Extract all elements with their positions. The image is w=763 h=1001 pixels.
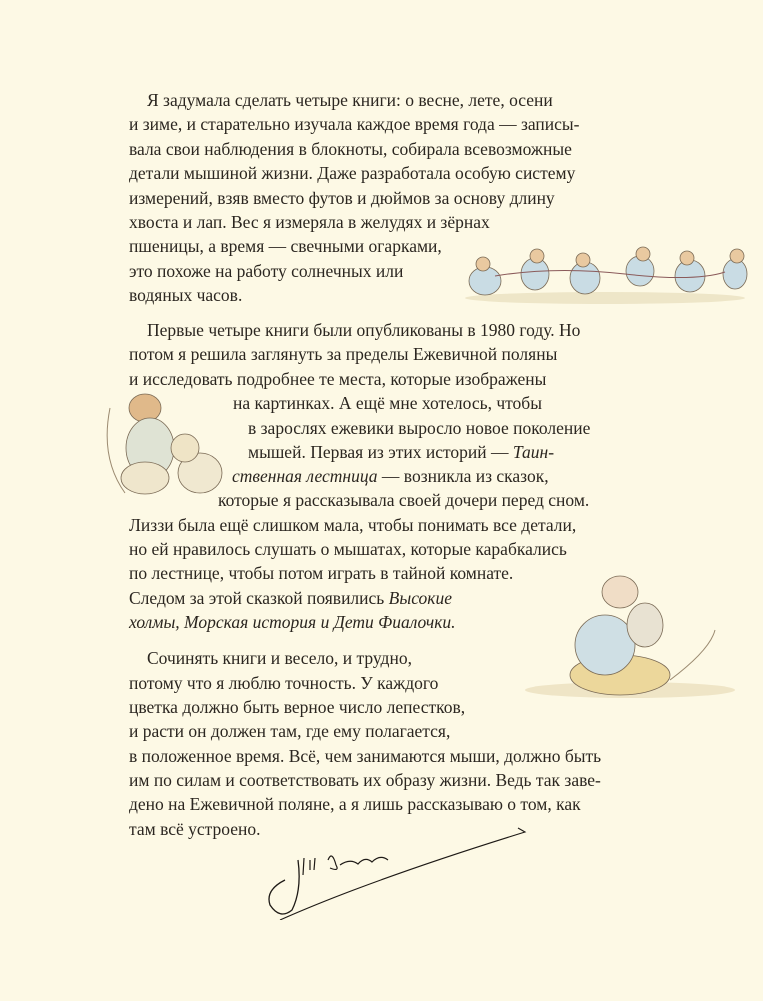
mice-hugging-illustration — [510, 570, 750, 705]
text-line: потому что я люблю точность. У каждого — [129, 673, 439, 693]
text-line: хвоста и лап. Вес я измеряла в желудях и зёрнах — [129, 212, 490, 232]
text-line: холмы, Морская история и Дети Фиалочки. — [129, 612, 456, 632]
text-line: в зарослях ежевики выросло новое поколение — [248, 418, 591, 438]
text-line: Я задумала сделать четыре книги: о весне, лете, осени — [147, 90, 553, 110]
text-line — [129, 586, 452, 610]
text-line: по лестнице, чтобы потом играть в тайной комнате. — [129, 563, 514, 583]
text-line: Сочинять книги и весело, и трудно, — [147, 648, 412, 668]
text-line: потом я решила заглянуть за пределы Ежевичной поляны — [129, 344, 558, 364]
text-line: и расти он должен там, где ему полагается, — [129, 721, 451, 741]
text-line: водяных часов. — [129, 285, 243, 305]
text-line: вала свои наблюдения в блокноты, собирала всевозможные — [129, 139, 572, 159]
text-line: Первые четыре книги были опубликованы в 1980 году. Но — [147, 320, 581, 340]
text-line: и зиме, и старательно изучала каждое время года — записы- — [129, 114, 580, 134]
text-line: измерений, взяв вместо футов и дюймов за основу длину — [129, 188, 555, 208]
text-line: Лиззи была ещё слишком мала, чтобы понимать все детали, — [129, 515, 577, 535]
text-line: там всё устроено. — [129, 819, 261, 839]
book-title: Высокие — [388, 588, 452, 608]
text-line: и исследовать подробнее те места, которые изображены — [129, 369, 547, 389]
text-span: Следом за этой сказкой появились — [129, 588, 389, 608]
text-line: им по силам и соответствовать их образу жизни. Ведь так заве- — [129, 770, 601, 790]
text-line: пшеницы, а время — свечными огарками, — [129, 236, 442, 256]
signature — [240, 820, 540, 920]
text-line: но ей нравилось слушать о мышатах, которые карабкались — [129, 539, 567, 559]
text-span: — возникла из сказок, — [377, 466, 549, 486]
book-title: ственная лестница — [232, 466, 378, 486]
text-line: в положенное время. Всё, чем занимаются мыши, должно быть — [129, 746, 602, 766]
text-line: которые я рассказывала своей дочери перед сном. — [218, 490, 590, 510]
dancing-mice-illustration — [455, 236, 755, 308]
text-line: дено на Ежевичной поляне, а я лишь рассказываю о том, как — [129, 794, 581, 814]
text-line: детали мышиной жизни. Даже разработала особую систему — [129, 163, 576, 183]
text-line: на картинках. А ещё мне хотелось, чтобы — [233, 393, 542, 413]
mouse-with-sacks-illustration — [100, 378, 240, 503]
text-span: мышей. Первая из этих историй — — [248, 442, 513, 462]
text-line: это похоже на работу солнечных или — [129, 261, 404, 281]
text-line — [248, 440, 554, 464]
text-line: цветка должно быть верное число лепестков, — [129, 697, 466, 717]
text-line — [232, 464, 549, 488]
book-title: Таин- — [512, 442, 555, 462]
